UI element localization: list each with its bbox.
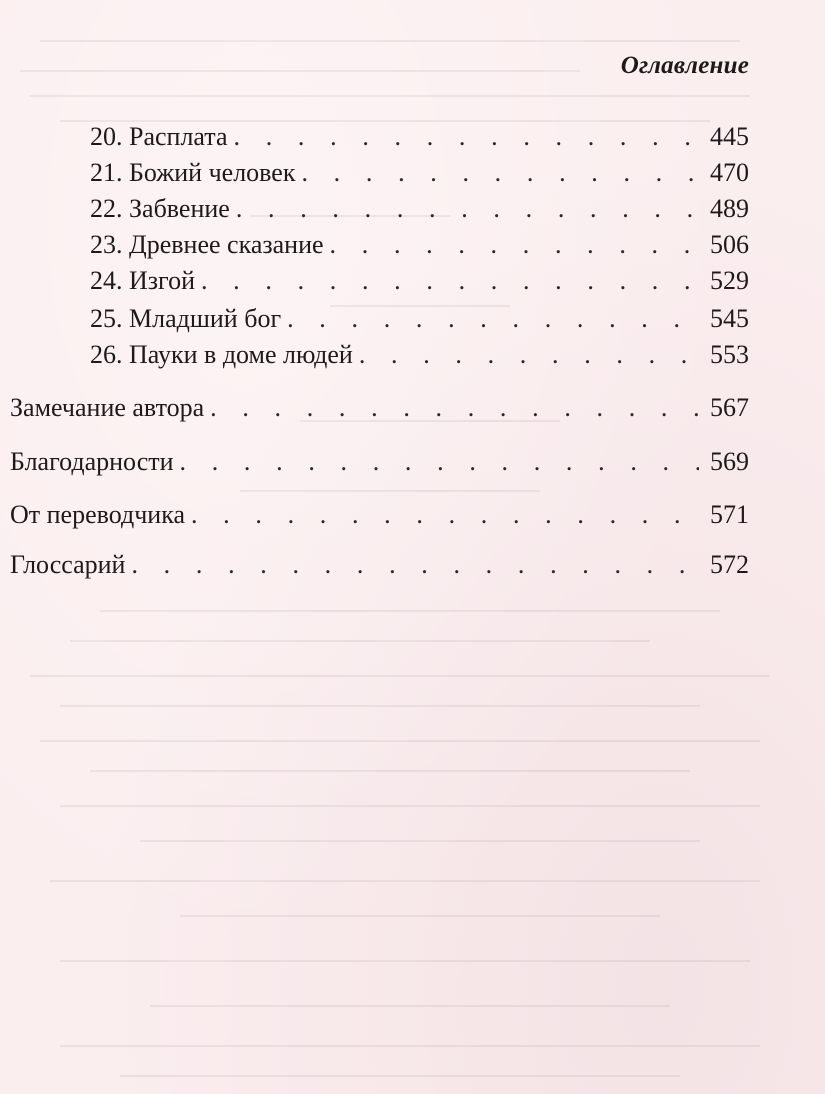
toc-entry-title: 24. Изгой — [90, 266, 195, 295]
toc-entry-title: 23. Древнее сказание — [90, 230, 324, 259]
bleed-through-line — [30, 675, 770, 677]
toc-entry-page: 569 — [710, 447, 749, 476]
toc-entry-chapter-20 — [90, 122, 749, 162]
bleed-through-line — [60, 1045, 760, 1047]
toc-entry-chapter-25 — [90, 304, 749, 344]
toc-entry-page: 489 — [710, 194, 749, 223]
toc-entry-page: 553 — [710, 340, 749, 369]
toc-entry-translator-note — [10, 500, 749, 540]
toc-entry-acknowledgements — [10, 447, 749, 487]
bleed-through-line — [50, 880, 760, 882]
toc-entry-page: 545 — [710, 304, 749, 333]
toc-leader-dots — [234, 122, 699, 152]
bleed-through-line — [60, 805, 760, 807]
toc-entry-author-note — [10, 393, 749, 433]
toc-entry-glossary — [10, 550, 749, 590]
toc-entry-chapter-24 — [90, 266, 749, 306]
toc-leader-dots — [236, 194, 699, 224]
toc-entry-page: 445 — [710, 122, 749, 151]
toc-entry-chapter-26 — [90, 340, 749, 380]
toc-leader-dots — [191, 500, 699, 530]
toc-leader-dots — [301, 158, 699, 188]
bleed-through-line — [30, 95, 750, 97]
toc-entry-title: От переводчика — [10, 500, 185, 529]
bleed-through-line — [140, 840, 700, 842]
toc-leader-dots — [330, 230, 699, 260]
toc-entry-page: 506 — [710, 230, 749, 259]
toc-leader-dots — [359, 340, 699, 370]
toc-entry-title: 26. Пауки в доме людей — [90, 340, 353, 369]
toc-entry-title: Замечание автора — [10, 393, 205, 422]
toc-entry-title: 21. Божий человек — [90, 158, 296, 187]
bleed-through-line — [20, 70, 580, 72]
toc-entry-title: 22. Забвение — [90, 194, 230, 223]
toc-entry-title: 20. Расплата — [90, 122, 228, 151]
page-title: Оглавление — [620, 52, 749, 79]
bleed-through-line — [240, 490, 540, 492]
toc-entry-chapter-22 — [90, 194, 749, 234]
toc-leader-dots — [210, 393, 699, 423]
toc-entry-chapter-23 — [90, 230, 749, 270]
toc-entry-title: Благодарности — [10, 447, 174, 476]
toc-entry-page: 571 — [710, 500, 749, 529]
toc-entry-page: 529 — [710, 266, 749, 295]
toc-entry-page: 470 — [710, 158, 749, 187]
toc-entry-page: 572 — [710, 550, 749, 579]
toc-leader-dots — [180, 447, 699, 477]
toc-leader-dots — [287, 304, 699, 334]
bleed-through-line — [90, 770, 690, 772]
bleed-through-line — [120, 1075, 680, 1077]
toc-entry-title: Глоссарий — [10, 550, 126, 579]
bleed-through-line — [150, 1005, 670, 1007]
toc-leader-dots — [201, 266, 699, 296]
bleed-through-line — [40, 40, 740, 42]
toc-entry-title: 25. Младший бог — [90, 304, 282, 333]
toc-entry-page: 567 — [710, 393, 749, 422]
bleed-through-line — [100, 610, 720, 612]
toc-leader-dots — [131, 550, 699, 580]
bleed-through-line — [180, 915, 660, 917]
bleed-through-line — [60, 705, 700, 707]
bleed-through-line — [40, 740, 760, 742]
bleed-through-line — [60, 960, 750, 962]
bleed-through-line — [70, 640, 650, 642]
toc-entry-chapter-21 — [90, 158, 749, 198]
